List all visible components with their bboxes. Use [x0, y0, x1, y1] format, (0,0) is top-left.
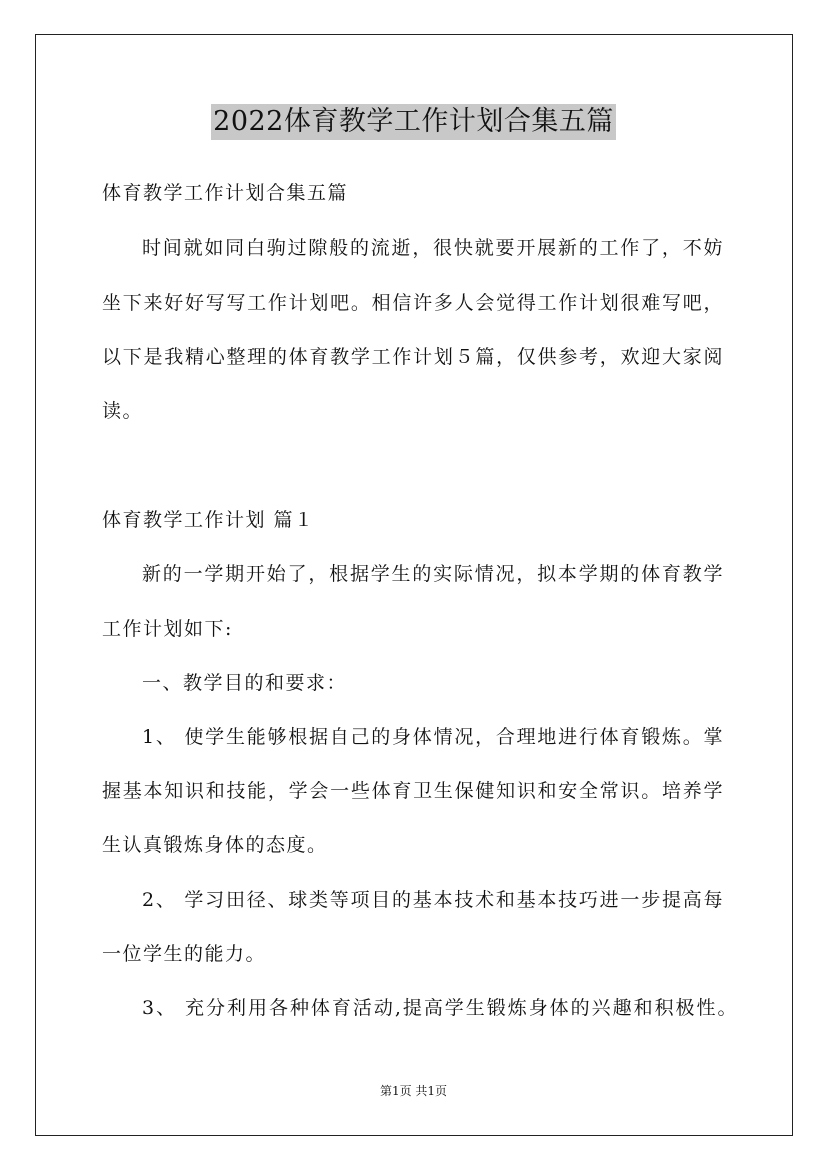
list-heading: 一、教学目的和要求： [142, 672, 348, 694]
item1-line-1: 1、 使学生能够根据自己的身体情况，合理地进行体育锻炼。掌 [142, 726, 724, 748]
document-subtitle: 体育教学工作计划合集五篇 [102, 182, 349, 204]
item2-line-1: 2、 学习田径、球类等项目的基本技术和基本技巧进一步提高每 [142, 889, 724, 911]
item1-line-2: 握基本知识和技能，学会一些体育卫生保健知识和安全常识。培养学 [102, 780, 724, 802]
intro-line-1: 时间就如同白驹过隙般的流逝，很快就要开展新的工作了，不妨 [142, 237, 724, 259]
document-title-wrapper [0, 104, 827, 140]
intro-line-3: 以下是我精心整理的体育教学工作计划５篇，仅供参考，欢迎大家阅 [102, 346, 724, 368]
intro-line-4: 读。 [102, 400, 144, 422]
document-title: 2022体育教学工作计划合集五篇 [211, 104, 616, 140]
intro-line-2: 坐下来好好写写工作计划吧。相信许多人会觉得工作计划很难写吧， [102, 292, 724, 314]
section-intro-line-2: 工作计划如下: [102, 618, 233, 640]
section-intro-line-1: 新的一学期开始了，根据学生的实际情况，拟本学期的体育教学 [142, 563, 724, 585]
item1-line-3: 生认真锻炼身体的态度。 [102, 834, 328, 856]
page-footer: 第1页 共1页 [379, 1084, 448, 1098]
item2-line-2: 一位学生的能力。 [102, 943, 267, 965]
item3-line-1: 3、 充分利用各种体育活动,提高学生锻炼身体的兴趣和积极性。 [142, 997, 738, 1019]
section-heading: 体育教学工作计划 篇１ [102, 509, 315, 531]
